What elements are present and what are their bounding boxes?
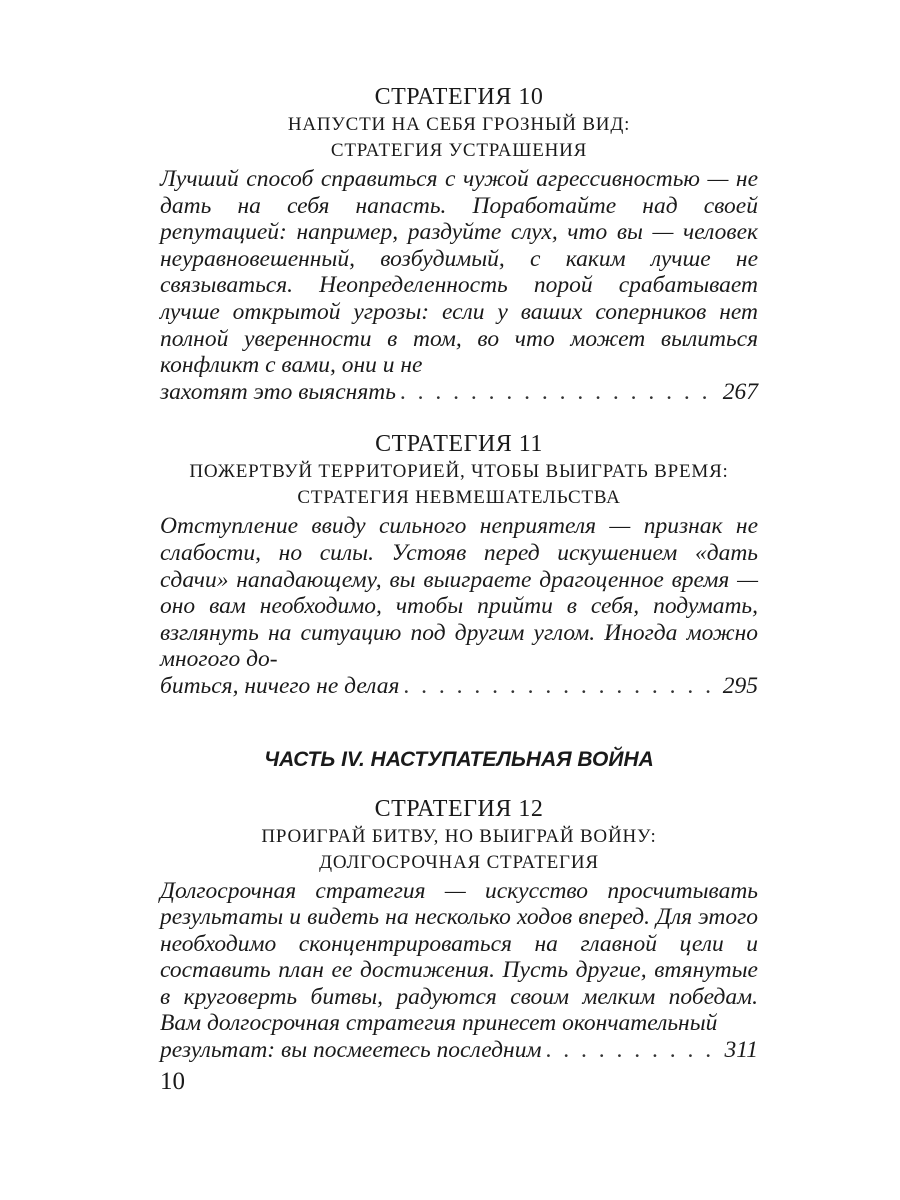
toc-entry-strategy-12 (160, 794, 758, 1064)
description-last-text: биться, ничего не делая (160, 672, 400, 699)
strategy-title-line: ДОЛГОСРОЧНАЯ СТРАТЕГИЯ (319, 851, 599, 873)
strategy-title-line: СТРАТЕГИЯ УСТРАШЕНИЯ (330, 140, 588, 161)
leader-dots (400, 379, 719, 406)
strategy-description (160, 166, 758, 405)
part-heading: ЧАСТЬ IV. НАСТУПАТЕЛЬНАЯ ВОЙНА (264, 747, 654, 771)
leader-dots (403, 673, 718, 700)
strategy-title-line: ПРОИГРАЙ БИТВУ, НО ВЫИГРАЙ ВОЙНУ: (261, 825, 657, 847)
page-reference[interactable]: 311 (724, 1037, 758, 1064)
strategy-title-line: СТРАТЕГИЯ НЕВМЕШАТЕЛЬСТВА (297, 487, 621, 509)
strategy-description (160, 513, 758, 699)
toc-entry-strategy-10 (160, 82, 758, 405)
strategy-title-line: НАПУСТИ НА СЕБЯ ГРОЗНЫЙ ВИД: (287, 114, 631, 135)
leader-dots (545, 1037, 720, 1064)
page-reference[interactable]: 267 (722, 378, 758, 405)
table-of-contents (160, 82, 758, 1064)
strategy-number: СТРАТЕГИЯ 10 (374, 84, 544, 110)
strategy-description (160, 878, 758, 1064)
page-reference[interactable]: 295 (722, 672, 758, 699)
description-last-text: результат: вы посмеетесь последним (160, 1037, 542, 1064)
description-last-text: захотят это выяснять (160, 378, 396, 405)
description-last-line (160, 379, 758, 406)
description-text: Отступление ввиду сильного неприятеля — признак не слабости, но силы. Устояв перед искушением «дать сдачи» нападающему, вы выиграете драгоценное время — оно вам необходимо, чтобы прийти в себя, подумать, взглянуть на ситуацию под другим углом. Иногда можно многого до- (160, 513, 758, 673)
description-last-line (160, 1037, 758, 1064)
strategy-number: СТРАТЕГИЯ 12 (374, 795, 544, 822)
page-number: 10 (160, 1068, 185, 1095)
description-text: Долгосрочная стратегия — искусство просчитывать результаты и видеть на несколько ходов вперед. Для этого необходимо сконцентрироваться на главной цели и составить план ее достижения. Пусть другие, втянутые в круговерть битвы, радуются своим мелким победам. Вам долгосрочная стратегия принесет окончательный (160, 877, 758, 1037)
description-last-line (160, 673, 758, 700)
description-text: Лучший способ справиться с чужой агрессивностью — не дать на себя напасть. Поработайте над своей репутацией: например, раздуйте слух, что вы — человек неуравновешенный, возбудимый, с каким лучше не связываться. Неопределенность порой срабатывает лучше открытой угрозы: если у ваших соперников нет полной уверенности в том, во что может вылиться конфликт с вами, они и не (160, 166, 758, 379)
strategy-number: СТРАТЕГИЯ 11 (375, 431, 543, 458)
strategy-title-line: ПОЖЕРТВУЙ ТЕРРИТОРИЕЙ, ЧТОБЫ ВЫИГРАТЬ ВРЕМЯ: (189, 461, 729, 483)
toc-entry-strategy-11 (160, 429, 758, 699)
